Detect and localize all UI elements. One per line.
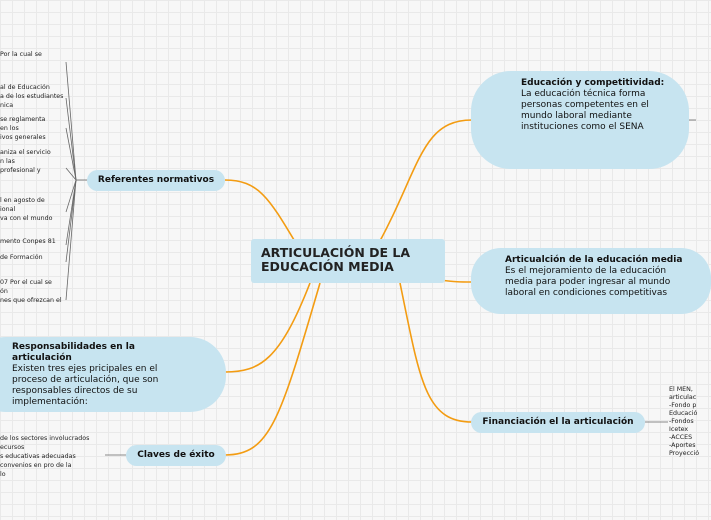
financiacion-leaf-line: El MEN, bbox=[669, 386, 693, 393]
leaf-line: nica bbox=[0, 102, 14, 109]
responsabilidades-text: Existen tres ejes pricipales en el proceso de articulación, que son responsables directos de su implementación: bbox=[12, 364, 159, 407]
referentes-title: Referentes normativos bbox=[97, 175, 215, 185]
financiacion-leaf-line: -Fondo p bbox=[669, 402, 697, 409]
leaf-line: ivos generales bbox=[0, 134, 46, 141]
referentes-leaf-line-0 bbox=[66, 62, 76, 180]
leaf-line: aniza el servicio bbox=[0, 149, 51, 156]
claves-title: Claves de éxito bbox=[137, 450, 215, 460]
referentes-leaf bbox=[0, 196, 52, 223]
leaf-line: se reglamenta bbox=[0, 116, 46, 123]
referentes-leaf bbox=[0, 148, 51, 175]
referentes-leaf bbox=[0, 237, 56, 246]
leaf-line: al de Educación bbox=[0, 84, 50, 91]
financiacion-title: Financiación el la articulación bbox=[482, 417, 634, 427]
referentes-leaf bbox=[0, 278, 62, 305]
financiacion-leaf-line: -ACCES bbox=[669, 434, 693, 441]
leaf-line: profesional y bbox=[0, 167, 41, 174]
referentes-leaf-line-6 bbox=[66, 180, 76, 262]
leaf-line: 07 Por el cual se bbox=[0, 279, 52, 286]
leaf-line: de Formación bbox=[0, 254, 43, 261]
financiacion-leaf-line: Proyecció bbox=[669, 450, 700, 457]
referentes-leaf bbox=[0, 253, 43, 262]
leaf-line: s educativas adecuadas bbox=[0, 453, 76, 460]
responsabilidades-node[interactable] bbox=[0, 337, 226, 412]
responsabilidades-title: Responsabilidades en la articulación bbox=[12, 342, 135, 363]
financiacion-leaf-line: -Fondos bbox=[669, 418, 694, 425]
leaf-line: convenios en pro de la bbox=[0, 462, 72, 469]
central-topic[interactable] bbox=[251, 239, 445, 283]
financiacion-leaf-line: Icetex bbox=[669, 426, 689, 433]
leaf-line: ecursos bbox=[0, 444, 25, 451]
leaf-line: a de los estudiantes bbox=[0, 93, 64, 100]
referentes-leaf-line-1 bbox=[66, 98, 76, 180]
leaf-line: nes que ofrezcan el bbox=[0, 297, 62, 304]
leaf-line: ón bbox=[0, 288, 8, 295]
articulacion-title: Articualción de la educación media bbox=[505, 255, 683, 265]
competitividad-node[interactable] bbox=[471, 71, 689, 169]
leaf-line: mento Conpes 81 bbox=[0, 238, 56, 245]
competitividad-title: Educación y competitividad: bbox=[521, 78, 665, 88]
financiacion-leaf-line: Educació bbox=[669, 410, 698, 417]
leaf-line: en los bbox=[0, 125, 19, 132]
competitividad-text: La educación técnica forma personas competentes en el mundo laboral mediante instituciones como el SENA bbox=[521, 89, 649, 132]
leaf-line: ional bbox=[0, 206, 16, 213]
claves-node[interactable] bbox=[126, 445, 226, 466]
articulacion-node[interactable] bbox=[471, 248, 711, 314]
connector-competitividad bbox=[375, 120, 472, 250]
connector-claves bbox=[225, 283, 320, 455]
referentes-leaf bbox=[0, 83, 63, 110]
central-title: ARTICULACIÓN DE LA EDUCACIÓN MEDIA bbox=[261, 245, 411, 274]
referentes-node[interactable] bbox=[87, 170, 225, 191]
referentes-leaf bbox=[0, 115, 46, 142]
leaf-line: n las bbox=[0, 158, 15, 165]
financiacion-node[interactable] bbox=[471, 412, 645, 433]
referentes-leaf-line-7 bbox=[66, 180, 76, 300]
financiacion-leaf bbox=[669, 386, 699, 458]
connector-financiacion bbox=[400, 283, 472, 422]
referentes-leaf bbox=[0, 50, 42, 59]
articulacion-text: Es el mejoramiento de la educación media para poder ingresar al mundo laboral en condiciones competitivas bbox=[505, 266, 671, 298]
leaf-line: va con el mundo bbox=[0, 215, 53, 222]
financiacion-leaf-line: -Aportes bbox=[669, 442, 696, 449]
financiacion-leaf-line: articulac bbox=[669, 394, 697, 401]
leaf-line: l en agosto de bbox=[0, 197, 45, 204]
leaf-line: de los sectores involucrados bbox=[0, 435, 90, 442]
leaf-line: lo bbox=[0, 471, 6, 478]
leaf-line: Por la cual se bbox=[0, 51, 42, 58]
claves-leaf bbox=[0, 434, 89, 479]
